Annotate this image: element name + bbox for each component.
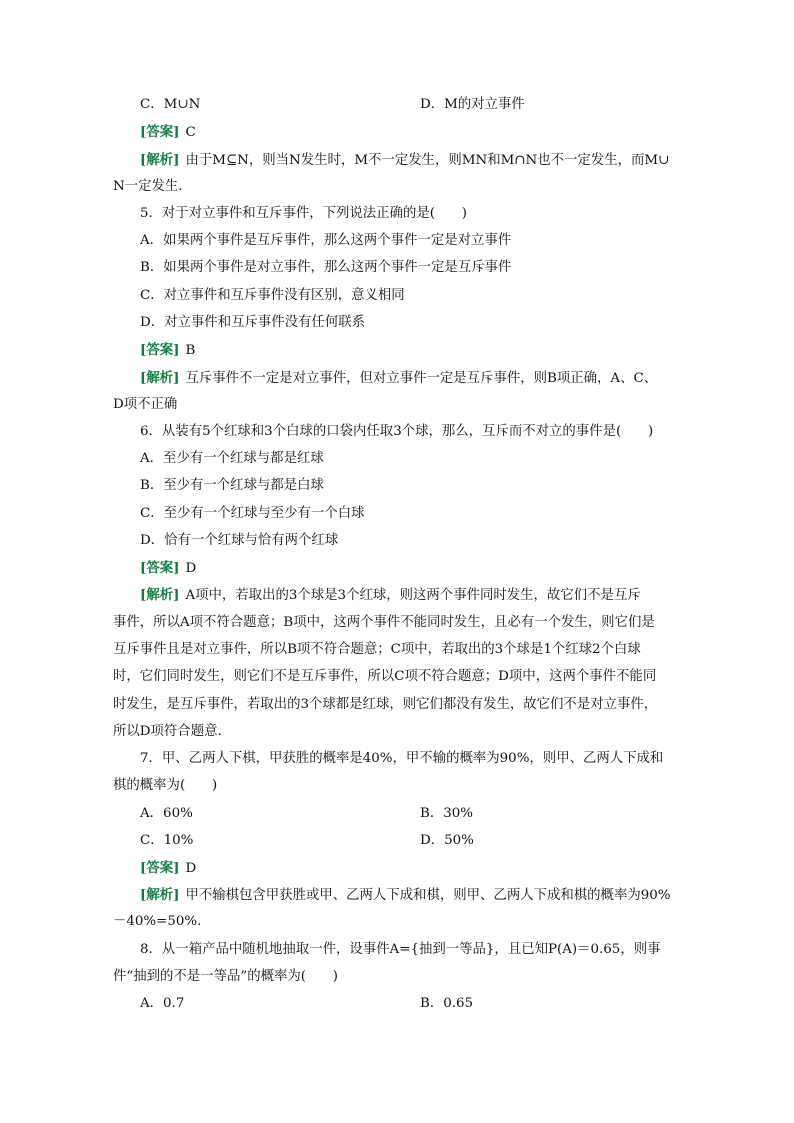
answer-line <box>140 341 195 360</box>
option-text: A．60% <box>140 806 193 821</box>
analysis-line <box>140 886 671 905</box>
option-c-line <box>140 96 200 114</box>
text-line <box>113 777 217 795</box>
question-7-line <box>140 750 663 768</box>
option-line <box>140 314 365 332</box>
option-line <box>140 505 365 523</box>
option-text: B．至少有一个红球与都是白球 <box>140 478 324 493</box>
text-line <box>113 968 338 986</box>
text-span: 所以D项符合题意． <box>113 724 231 739</box>
option-text: A．0.7 <box>140 996 185 1011</box>
text-line <box>113 178 192 196</box>
option-text: B．30% <box>420 806 473 821</box>
option-line <box>140 450 324 468</box>
text-span: 事件，所以A项不符合题意；B项中，这两个事件不能同时发生，且必有一个发生，则它们是 <box>113 615 655 630</box>
option-line <box>140 532 338 550</box>
option-line <box>140 805 193 823</box>
text-span: 件“抽到的不是一等品”的概率为( ) <box>113 969 338 984</box>
option-line <box>140 995 184 1013</box>
text-span: 棋的概率为( ) <box>113 778 218 793</box>
analysis-line <box>140 369 657 388</box>
text-span: N一定发生． <box>113 179 192 194</box>
text-line <box>113 614 655 632</box>
answer-tag: [答案] <box>140 860 180 876</box>
analysis-tag: [解析] <box>140 370 180 386</box>
question-8-line <box>140 941 661 959</box>
answer-value: C <box>185 125 196 140</box>
answer-line <box>140 123 196 142</box>
analysis-text: 互斥事件不一定是对立事件，但对立事件一定是互斥事件，则B项正确，A、C、 <box>185 371 658 386</box>
option-d-text: D．M的对立事件 <box>420 97 525 112</box>
text-span: 时，它们同时发生，则它们不是互斥事件，所以C项不符合题意；D项中，这两个事件不能同 <box>113 669 657 684</box>
answer-value: D <box>185 561 197 576</box>
option-text: D．对立事件和互斥事件没有任何联系 <box>140 315 365 330</box>
option-text: A．至少有一个红球与都是红球 <box>140 451 324 466</box>
option-line <box>140 259 511 277</box>
analysis-line <box>140 586 641 605</box>
option-text: D．50% <box>420 833 474 848</box>
option-text: C．10% <box>140 833 194 848</box>
option-text: B．0.65 <box>420 996 474 1011</box>
question-text: 8．从一箱产品中随机地抽取一件，设事件A={抽到一等品}，且已知P(A)＝0.65，则事 <box>140 942 661 957</box>
text-line <box>113 641 641 659</box>
option-text: C．对立事件和互斥事件没有区别，意义相同 <box>140 288 405 303</box>
analysis-tag: [解析] <box>140 887 180 903</box>
option-line <box>140 832 193 850</box>
answer-tag: [答案] <box>140 560 180 576</box>
option-d-line <box>420 96 525 114</box>
option-line <box>140 232 511 250</box>
question-text: 7．甲、乙两人下棋，甲获胜的概率是40%，甲不输的概率为90%，则甲、乙两人下成和 <box>140 751 664 766</box>
question-text: 5．对于对立事件和互斥事件，下列说法正确的是( ) <box>140 206 467 221</box>
option-line <box>420 805 473 823</box>
answer-value: B <box>185 343 196 358</box>
analysis-text: A项中，若取出的3个球是3个红球，则这两个事件同时发生，故它们不是互斥 <box>185 588 641 603</box>
text-line <box>113 696 657 714</box>
answer-value: D <box>185 861 197 876</box>
text-line <box>113 913 201 931</box>
analysis-text: 由于M⊆N，则当N发生时，M不一定发生，则MN和M∩N也不一定发生，而M∪ <box>185 153 670 168</box>
question-5-line <box>140 205 467 223</box>
analysis-text: 甲不输棋包含甲获胜或甲、乙两人下成和棋，则甲、乙两人下成和棋的概率为90% <box>185 888 671 903</box>
text-line <box>113 723 231 741</box>
option-line <box>420 832 474 850</box>
option-text: D．恰有一个红球与恰有两个红球 <box>140 533 339 548</box>
question-6-line <box>140 423 653 441</box>
text-line <box>113 396 177 414</box>
answer-tag: [答案] <box>140 124 180 140</box>
text-line <box>113 668 656 686</box>
text-span: D项不正确 <box>113 397 178 412</box>
question-text: 6．从装有5个红球和3个白球的口袋内任取3个球，那么，互斥而不对立的事件是( ) <box>140 424 654 439</box>
option-line <box>140 477 324 495</box>
analysis-line <box>140 151 669 170</box>
answer-line <box>140 559 196 578</box>
option-c-text: C．M∪N <box>140 97 201 112</box>
option-text: C．至少有一个红球与至少有一个白球 <box>140 506 365 521</box>
analysis-tag: [解析] <box>140 152 180 168</box>
option-line <box>140 287 405 305</box>
option-text: B．如果两个事件是对立事件，那么这两个事件一定是互斥事件 <box>140 260 512 275</box>
analysis-tag: [解析] <box>140 587 180 603</box>
text-span: －40%=50%. <box>113 914 202 929</box>
option-line <box>420 995 473 1013</box>
text-span: 时发生，是互斥事件，若取出的3个球都是红球，则它们都没有发生，故它们不是对立事件， <box>113 697 658 712</box>
text-span: 互斥事件且是对立事件，所以B项不符合题意；C项中，若取出的3个球是1个红球2个白球 <box>113 642 641 657</box>
answer-line <box>140 859 196 878</box>
answer-tag: [答案] <box>140 342 180 358</box>
option-text: A．如果两个事件是互斥事件，那么这两个事件一定是对立事件 <box>140 233 512 248</box>
